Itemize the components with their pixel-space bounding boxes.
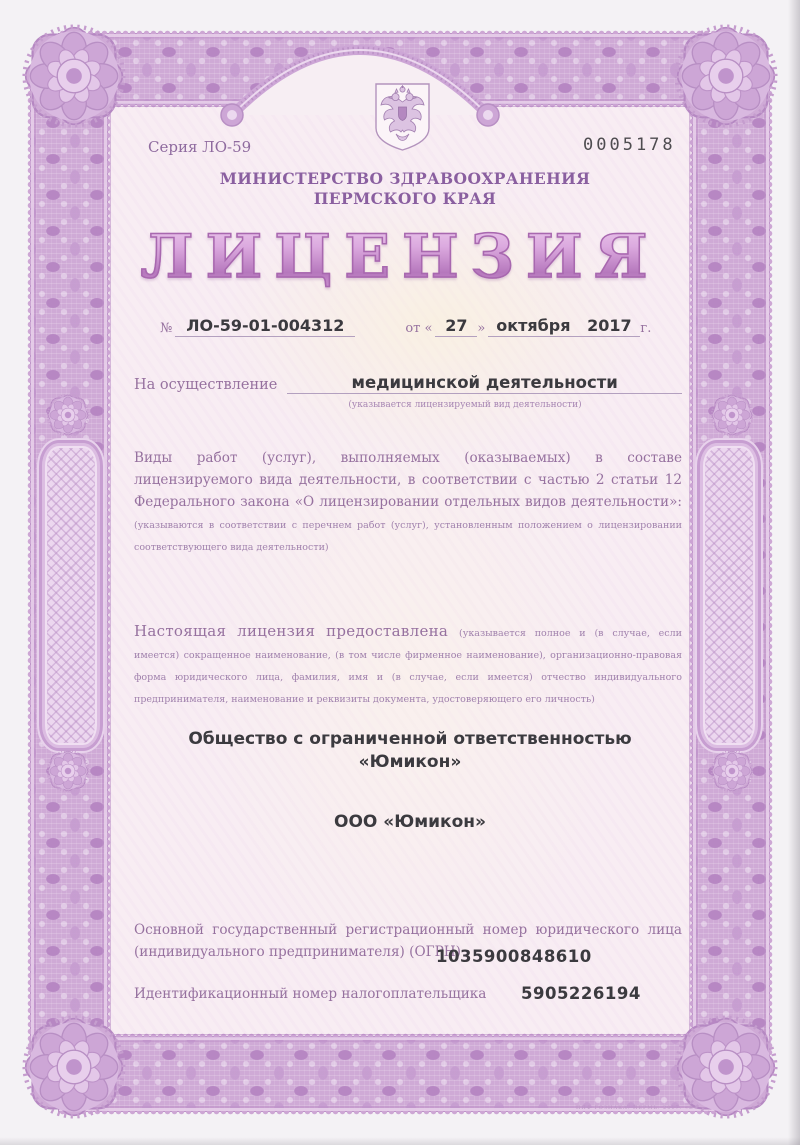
works-hint-text: (указываются в соответствии с перечнем работ (услуг), установленным положением о лицензировании соответствующего вида деятельности): [134, 520, 682, 554]
border-band-bottom: [58, 1036, 742, 1112]
activity-label: На осуществление: [134, 377, 278, 393]
ministry-line1: МИНИСТЕРСТВО ЗДРАВООХРАНЕНИЯ: [219, 169, 591, 188]
from-label: от «: [405, 321, 433, 336]
number-sign: №: [160, 321, 173, 336]
scan-shadow-right: [788, 0, 800, 1145]
rosette-ornament-icon: [45, 392, 91, 438]
licensee-short-name: ООО «Юмикон»: [334, 812, 486, 832]
year-suffix: г.: [640, 321, 652, 336]
scan-shadow-bottom: [0, 1137, 800, 1145]
arch-ornament: [215, 38, 505, 138]
ministry-header: [165, 169, 645, 210]
ogrn-label: Основной государственный регистрационный номер юридического лица (индивидуального предпринимателя) (ОГРН): [134, 922, 682, 960]
rosette-ornament-icon: [670, 20, 782, 132]
close-quote: »: [477, 321, 486, 336]
licensee-full-name-line1: Общество с ограниченной ответственностью: [188, 729, 632, 749]
works-main-text: Виды работ (услуг), выполняемых (оказываемых) в составе лицензируемого вида деятельности, в соответствии с частью 2 статьи 12 Федерального закона «О лицензировании отдельных видов деятельности»:: [134, 450, 682, 511]
series-label: Серия ЛО-59: [148, 138, 252, 156]
granted-hint-text: (указывается полное и (в случае, если имеется) сокращенное наименование, (в том числе фирменное наименование), организационно-правовая форма юридического лица, фамилия, имя и (в случае, если имеется) отчество индивидуального предпринимателя, наименование и реквизиты документа, удостоверяющего его личность): [134, 628, 682, 706]
inn-label: Идентификационный номер налогоплательщика: [134, 986, 487, 1002]
activity-value: медицинской деятельности: [287, 373, 682, 394]
licensee-full-name-line2: «Юмикон»: [358, 751, 462, 772]
rosette-ornament-icon: [18, 20, 130, 132]
printer-imprint: ППФ ГОЗНАКА. ПЕРМЬ. 2017. «В».: [576, 1105, 701, 1111]
works-paragraph: [134, 447, 682, 557]
granted-main-text: Настоящая лицензия предоставлена: [134, 622, 460, 640]
license-day: 27: [435, 316, 477, 337]
rosette-ornament-icon: [709, 392, 755, 438]
license-year: 2017: [578, 316, 640, 337]
activity-hint: (указывается лицензируемый вид деятельности): [348, 400, 582, 410]
russia-double-headed-eagle-icon: [372, 82, 433, 152]
rosette-ornament-icon: [18, 1011, 130, 1123]
rosette-ornament-icon: [45, 748, 91, 794]
license-number-row: [160, 316, 690, 337]
ogrn-value: 1035900848610: [436, 947, 592, 966]
licensee-full-name: [90, 728, 730, 774]
license-number: ЛО-59-01-004312: [175, 316, 355, 337]
document-title: ЛИЦЕНЗИЯ: [0, 222, 800, 292]
right-guilloche-cartouche: [697, 440, 761, 751]
granted-paragraph: [134, 620, 682, 709]
left-guilloche-cartouche: [39, 440, 103, 751]
activity-row: [134, 373, 682, 394]
ministry-line2: ПЕРМСКОГО КРАЯ: [313, 189, 497, 209]
form-number: 0005178: [583, 135, 676, 155]
inn-value: 5905226194: [521, 984, 641, 1003]
license-month: октября: [488, 316, 578, 337]
